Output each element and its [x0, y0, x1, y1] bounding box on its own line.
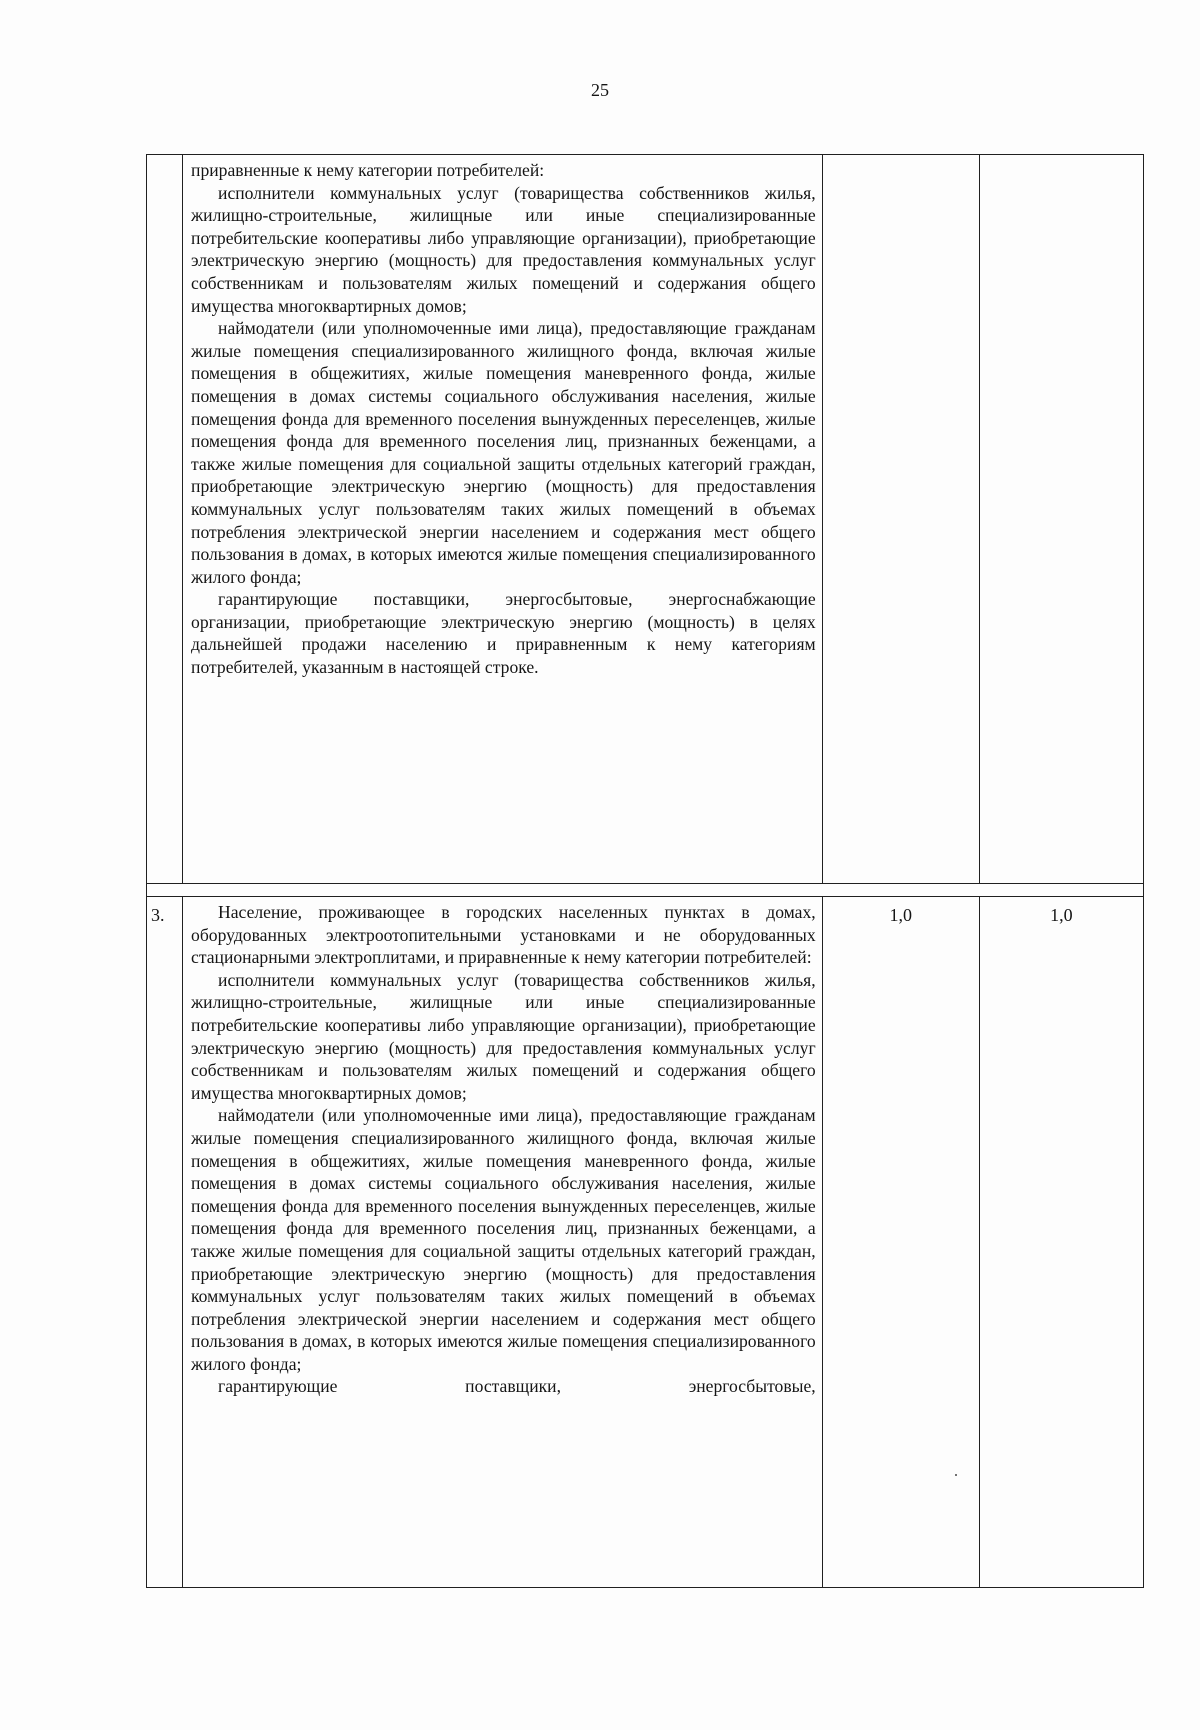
coefficient-cell-2: 1,0: [979, 897, 1143, 1588]
paragraph-list: [191, 159, 816, 679]
consumer-description-cell: [183, 155, 823, 884]
description-paragraph: наймодатели (или уполномоченные ими лица), предоставляющие гражданам жилые помещения специализированного жилищного фонда, включая жилые помещения в общежитиях, жилые помещения маневренного фонда, жилые помещения в домах системы социального обслуживания населения, жилые помещения фонда для временного поселения вынужденных переселенцев, жилые помещения фонда для временного поселения лиц, признанных беженцами, а также жилые помещения для социальной защиты отдельных категорий граждан, приобретающие электрическую энергию (мощность) для предоставления коммунальных услуг пользователям таких жилых помещений в объемах потребления электрической энергии населением и содержания мест общего пользования в домах, в которых имеются жилые помещения специализированного жилого фонда;: [191, 1105, 816, 1374]
coefficient-cell-1: [822, 155, 979, 884]
paragraph-list: [191, 901, 816, 1398]
description-paragraph: гарантирующие поставщики, энергосбытовые,: [218, 1376, 816, 1397]
coefficient-cell-2: [979, 155, 1143, 884]
description-paragraph: Население, проживающее в городских населенных пунктах в домах, оборудованных электроотопительными установками и не оборудованных стационарными электроплитами, и приравненные к нему категории потребителей:: [191, 902, 816, 968]
description-paragraph: исполнители коммунальных услуг (товарищества собственников жилья, жилищно-строительные, жилищные или иные специализированные потребительские кооперативы либо управляющие организации), приобретающие электрическую энергию (мощность) для предоставления коммунальных услуг собственникам и пользователям жилых помещений и содержания общего имущества многоквартирных домов;: [191, 182, 816, 316]
row-separator: [147, 884, 1144, 897]
description-paragraph: гарантирующие поставщики, энергосбытовые, энергоснабжающие организации, приобретающие электрическую энергию (мощность) в целях дальнейшей продажи населению и приравненным к нему категориям потребителей, указанным в настоящей строке.: [191, 589, 816, 678]
scan-speck: [955, 1474, 957, 1476]
page-number: 25: [591, 80, 609, 100]
tariff-table: [146, 154, 1144, 1588]
description-paragraph: наймодатели (или уполномоченные ими лица), предоставляющие гражданам жилые помещения специализированного жилищного фонда, включая жилые помещения в общежитиях, жилые помещения маневренного фонда, жилые помещения в домах системы социального обслуживания населения, жилые помещения фонда для временного поселения вынужденных переселенцев, жилые помещения фонда для временного поселения лиц, признанных беженцами, а также жилые помещения для социальной защиты отдельных категорий граждан, приобретающие электрическую энергию (мощность) для предоставления коммунальных услуг пользователям таких жилых помещений в объемах потребления электрической энергии населением и содержания мест общего пользования в домах, в которых имеются жилые помещения специализированного жилого фонда;: [191, 318, 816, 587]
table-row: [147, 155, 1144, 884]
row-number-cell: [147, 155, 183, 884]
row-number-cell: 3.: [147, 897, 183, 1588]
description-paragraph: исполнители коммунальных услуг (товарищества собственников жилья, жилищно-строительные, жилищные или иные специализированные потребительские кооперативы либо управляющие организации), приобретающие электрическую энергию (мощность) для предоставления коммунальных услуг собственникам и пользователям жилых помещений и содержания общего имущества многоквартирных домов;: [191, 969, 816, 1103]
consumer-description-cell: [183, 897, 823, 1588]
table-row: [147, 897, 1144, 1588]
coefficient-cell-1: 1,0: [822, 897, 979, 1588]
description-paragraph: приравненные к нему категории потребителей:: [191, 160, 545, 180]
